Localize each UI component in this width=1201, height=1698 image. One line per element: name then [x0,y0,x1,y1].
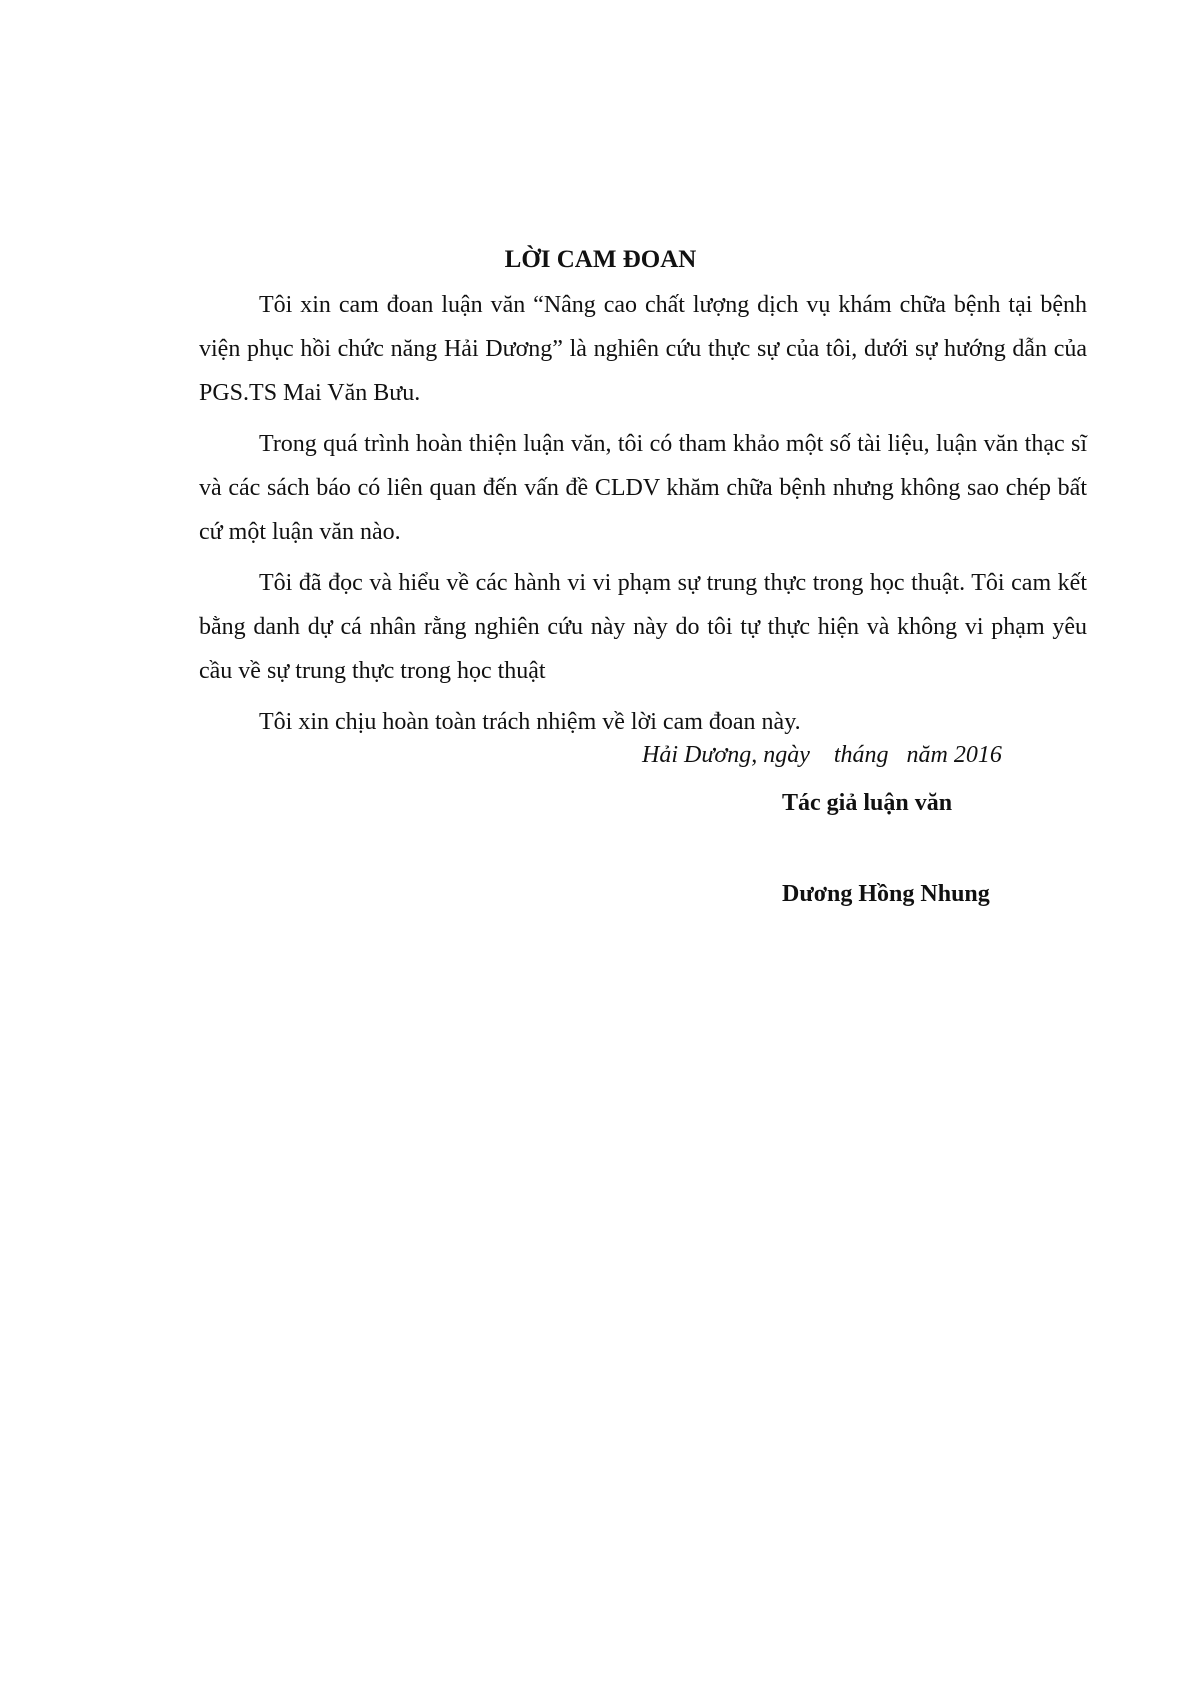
signature-author-role: Tác giả luận văn [782,790,953,816]
paragraph-3: Tôi đã đọc và hiểu về các hành vi vi phạm sự trung thực trong học thuật. Tôi cam kết bằng danh dự cá nhân rằng nghiên cứu này này do tôi tự thực hiện và không vi phạm yêu cầu về sự trung thực trong học thuật [199,570,1087,684]
paragraph-4: Tôi xin chịu hoàn toàn trách nhiệm về lời cam đoan này. [259,709,801,735]
document-title: LỜI CAM ĐOAN [504,246,697,273]
paragraph-1: Tôi xin cam đoan luận văn “Nâng cao chất lượng dịch vụ khám chữa bệnh tại bệnh viện phục hồi chức năng Hải Dương” là nghiên cứu thực sự của tôi, dưới sự hướng dẫn của PGS.TS Mai Văn Bưu. [199,292,1087,406]
document-body [199,283,1087,751]
paragraph-2: Trong quá trình hoàn thiện luận văn, tôi có tham khảo một số tài liệu, luận văn thạc sĩ và các sách báo có liên quan đến vấn đề CLDV khăm chữa bệnh nhưng không sao chép bất cứ một luận văn nào. [199,431,1087,545]
signature-place-date: Hải Dương, ngày tháng năm 2016 [642,742,1002,768]
signature-author-name: Dương Hồng Nhung [782,881,990,907]
